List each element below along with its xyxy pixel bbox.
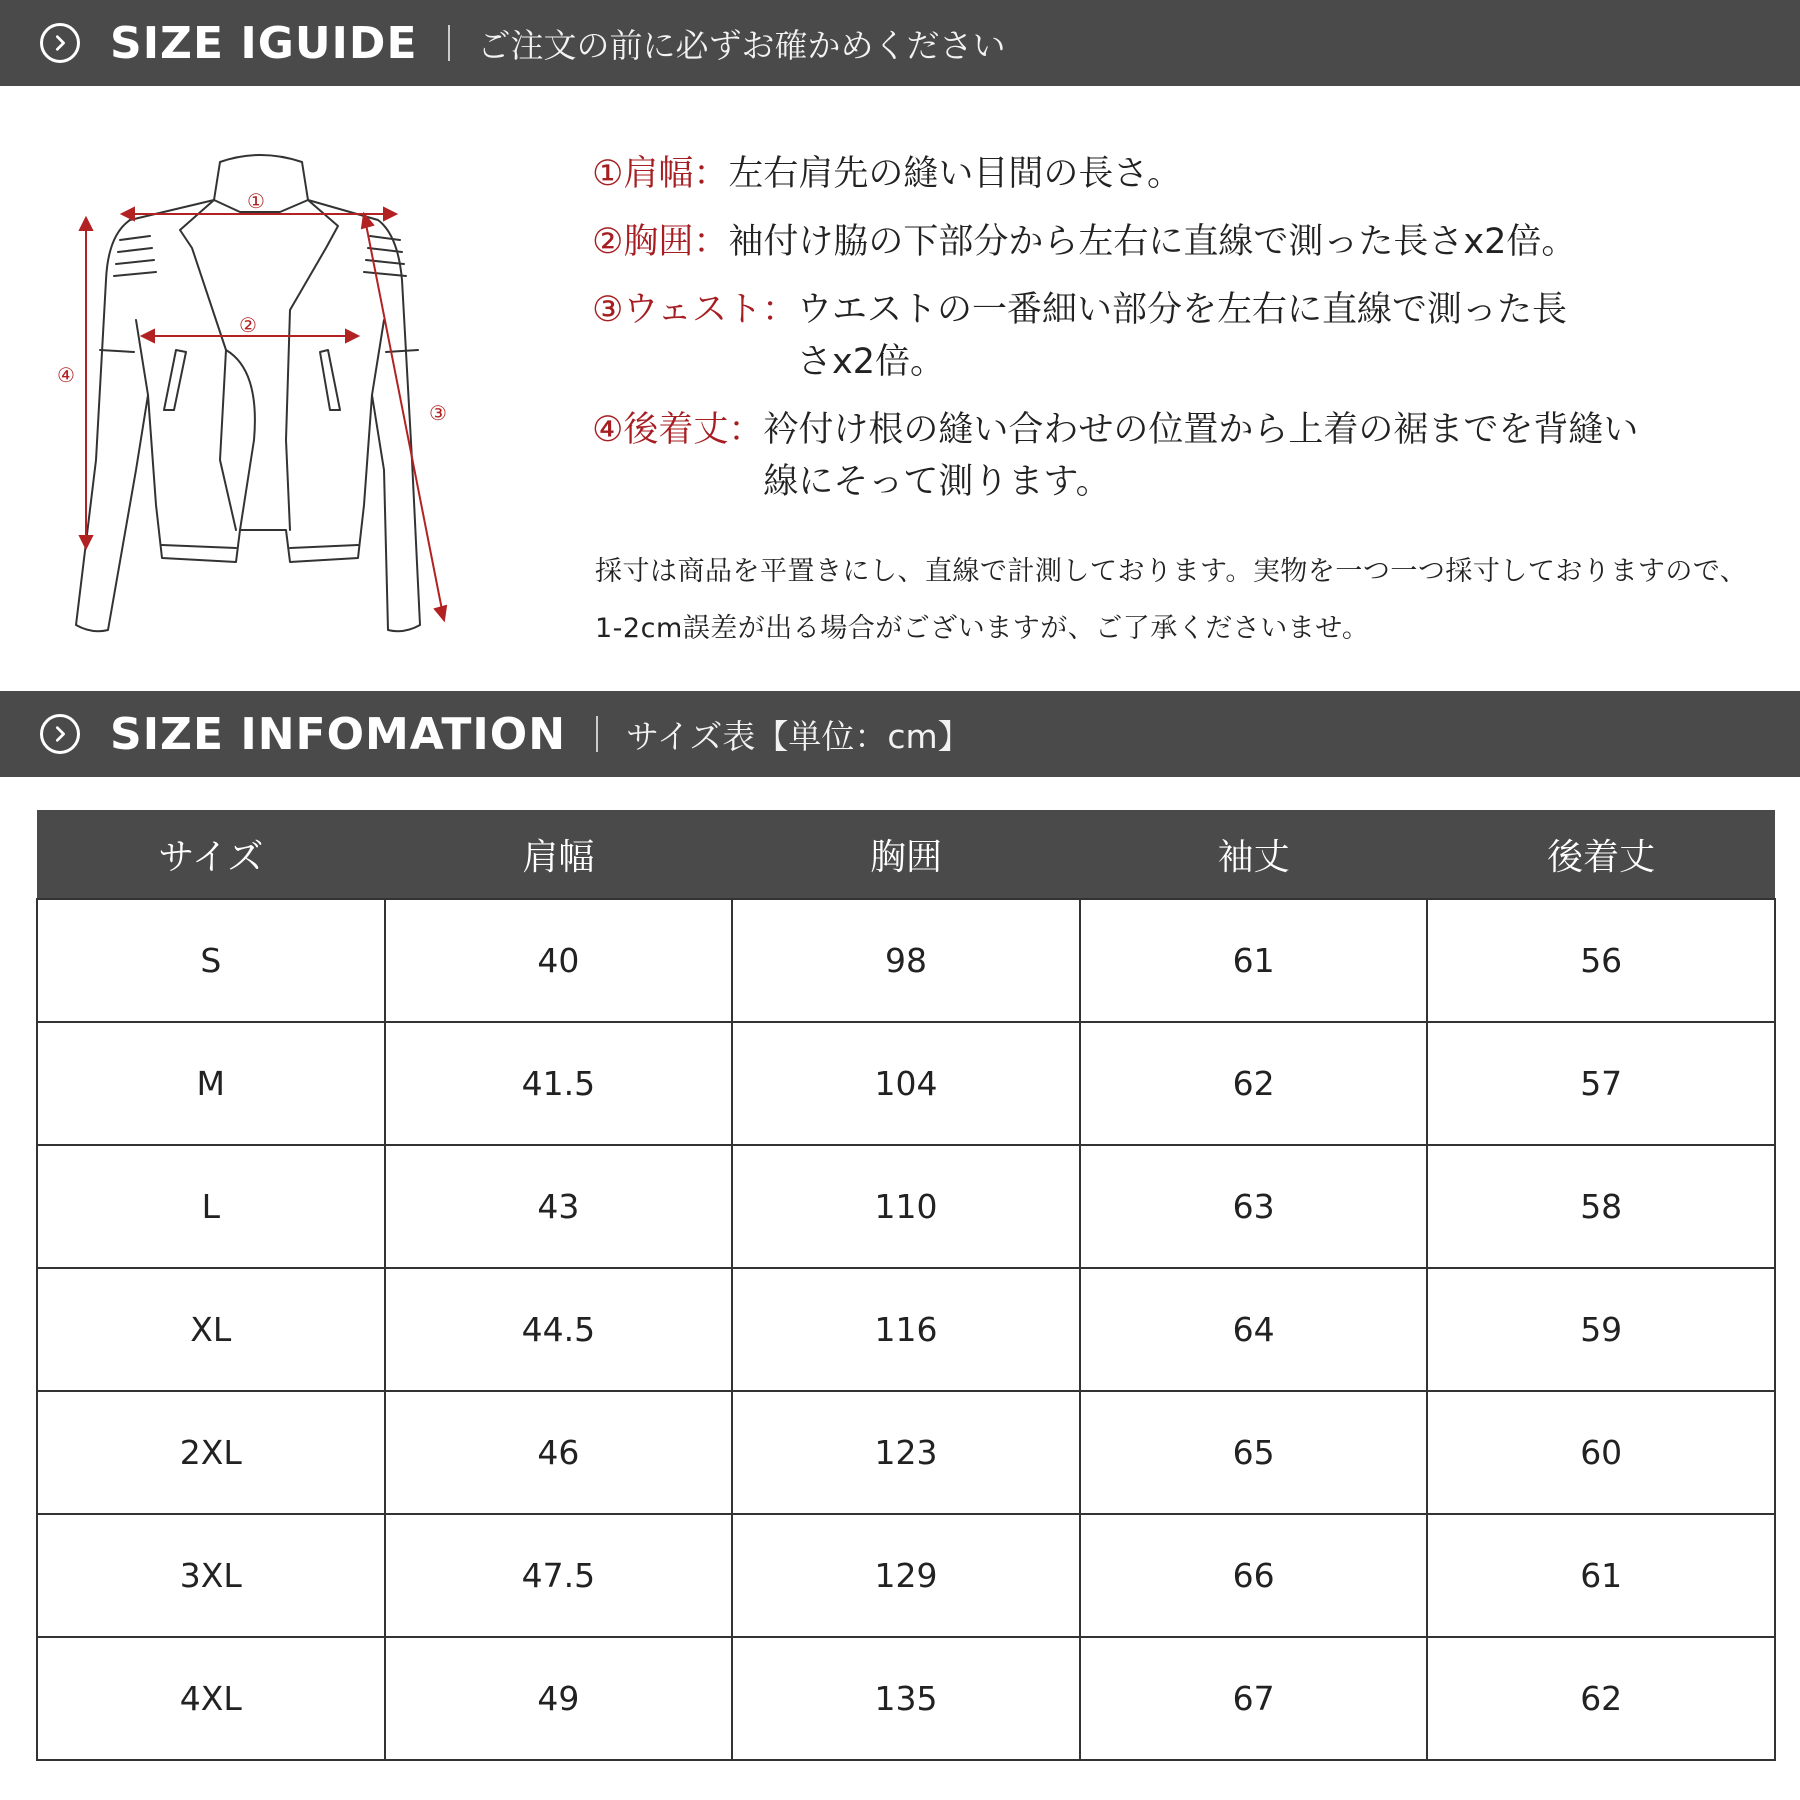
table-cell: 98 xyxy=(732,899,1080,1022)
table-cell: 3XL xyxy=(37,1514,385,1637)
table-cell: 56 xyxy=(1427,899,1775,1022)
table-cell: 60 xyxy=(1427,1391,1775,1514)
table-cell: 46 xyxy=(385,1391,733,1514)
guide-item-waist xyxy=(592,284,1772,388)
column-header: 袖丈 xyxy=(1080,810,1428,899)
jacket-diagram xyxy=(40,140,480,650)
table-row xyxy=(37,899,1775,1022)
table-cell: 61 xyxy=(1080,899,1428,1022)
table-cell: 58 xyxy=(1427,1145,1775,1268)
table-cell: 64 xyxy=(1080,1268,1428,1391)
table-row xyxy=(37,1145,1775,1268)
guide-item-length xyxy=(592,404,1772,508)
measurement-guide xyxy=(592,148,1772,524)
column-header: 肩幅 xyxy=(385,810,733,899)
guide-label: ②胸囲： xyxy=(592,222,729,262)
table-cell: 65 xyxy=(1080,1391,1428,1514)
jacket-left-lapel xyxy=(180,200,236,530)
table-cell: 129 xyxy=(732,1514,1080,1637)
chevron-right-icon xyxy=(40,714,80,754)
size-info-header xyxy=(0,691,1800,777)
table-cell: 63 xyxy=(1080,1145,1428,1268)
table-cell: 44.5 xyxy=(385,1268,733,1391)
guide-text: ウエストの一番細い部分を左右に直線で測った長さx2倍。 xyxy=(796,290,1567,382)
table-cell: 116 xyxy=(732,1268,1080,1391)
table-cell: 40 xyxy=(385,899,733,1022)
marker-sleeve: ③ xyxy=(429,401,447,425)
table-cell: 62 xyxy=(1080,1022,1428,1145)
measurement-note: 採寸は商品を平置きにし、直線で計測しております。実物を一つ一つ採寸しておりますので、1-2cm誤差が出る場合がございますが、ご了承くださいませ。 xyxy=(595,556,1748,644)
table-cell: 110 xyxy=(732,1145,1080,1268)
table-cell: 43 xyxy=(385,1145,733,1268)
size-info-title: SIZE INFOMATION xyxy=(110,708,567,760)
guide-label: ④後着丈： xyxy=(592,410,764,450)
column-header: サイズ xyxy=(37,810,385,899)
guide-item-shoulder xyxy=(592,148,1772,200)
table-cell: 66 xyxy=(1080,1514,1428,1637)
guide-label: ③ウェスト： xyxy=(592,290,797,330)
table-cell: L xyxy=(37,1145,385,1268)
jacket-body xyxy=(76,200,420,631)
table-row xyxy=(37,1391,1775,1514)
table-cell: 2XL xyxy=(37,1391,385,1514)
table-row xyxy=(37,1022,1775,1145)
guide-label: ①肩幅： xyxy=(592,154,729,194)
size-table xyxy=(36,810,1776,1761)
size-guide-header xyxy=(0,0,1800,86)
guide-item-chest xyxy=(592,216,1772,268)
table-cell: 4XL xyxy=(37,1637,385,1760)
table-header-row xyxy=(37,810,1775,899)
size-guide-title: SIZE IGUIDE xyxy=(110,17,418,69)
table-cell: 49 xyxy=(385,1637,733,1760)
guide-text: 袖付け脇の下部分から左右に直線で測った長さx2倍。 xyxy=(728,222,1577,262)
table-row xyxy=(37,1514,1775,1637)
guide-text: 左右肩先の縫い目間の長さ。 xyxy=(728,154,1182,194)
chevron-right-icon xyxy=(40,23,80,63)
size-info-subtitle: サイズ表【単位：cm】 xyxy=(626,716,971,756)
table-row xyxy=(37,1637,1775,1760)
table-cell: 62 xyxy=(1427,1637,1775,1760)
guide-text: 衿付け根の縫い合わせの位置から上着の裾までを背縫い線にそって測ります。 xyxy=(763,410,1639,502)
table-cell: 135 xyxy=(732,1637,1080,1760)
marker-length: ④ xyxy=(57,363,75,387)
table-cell: 41.5 xyxy=(385,1022,733,1145)
table-cell: S xyxy=(37,899,385,1022)
table-row xyxy=(37,1268,1775,1391)
size-guide-subtitle: ご注文の前に必ずお確かめください xyxy=(477,25,1006,65)
column-header: 後着丈 xyxy=(1427,810,1775,899)
table-cell: 59 xyxy=(1427,1268,1775,1391)
table-cell: 47.5 xyxy=(385,1514,733,1637)
table-cell: M xyxy=(37,1022,385,1145)
table-cell: XL xyxy=(37,1268,385,1391)
table-cell: 123 xyxy=(732,1391,1080,1514)
marker-shoulder: ① xyxy=(247,189,265,213)
table-cell: 61 xyxy=(1427,1514,1775,1637)
header-divider xyxy=(596,716,598,752)
table-cell: 67 xyxy=(1080,1637,1428,1760)
header-divider xyxy=(448,25,450,61)
table-cell: 57 xyxy=(1427,1022,1775,1145)
marker-chest: ② xyxy=(239,313,257,337)
table-cell: 104 xyxy=(732,1022,1080,1145)
column-header: 胸囲 xyxy=(732,810,1080,899)
